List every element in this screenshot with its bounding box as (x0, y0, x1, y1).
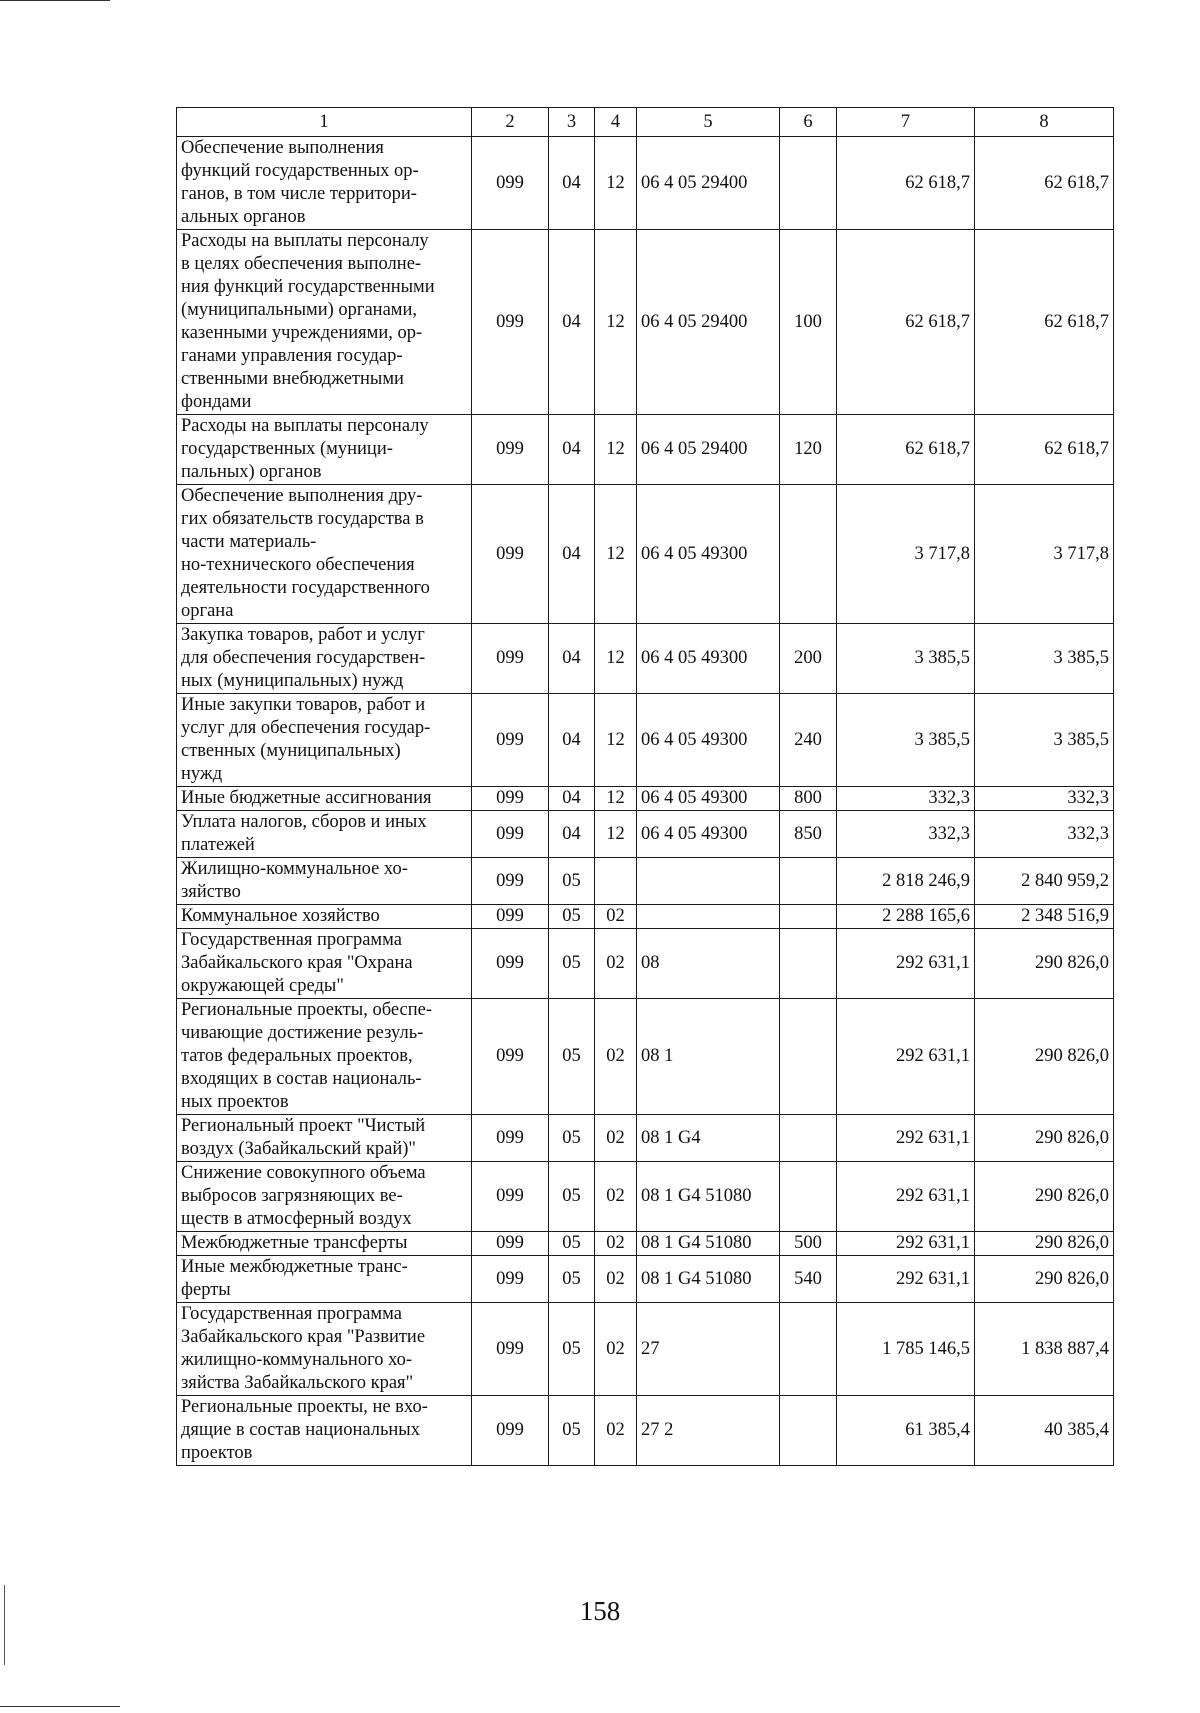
cell-subsection: 12 (595, 787, 637, 811)
cell-target-article: 08 1 (637, 999, 780, 1115)
cell-amount-year-2: 3 717,8 (975, 485, 1114, 624)
cell-expense-type: 800 (780, 787, 837, 811)
table-row (177, 811, 1114, 858)
cell-item-name (177, 694, 472, 787)
item-name-line: Забайкальского края "Охрана (181, 953, 413, 973)
cell-admin-code: 099 (472, 1256, 549, 1303)
item-name-line: в целях обеспечения выполне- (181, 254, 422, 274)
cell-admin-code: 099 (472, 1396, 549, 1466)
cell-admin-code: 099 (472, 415, 549, 485)
cell-amount-year-1: 332,3 (837, 787, 975, 811)
cell-subsection: 12 (595, 694, 637, 787)
cell-expense-type (780, 999, 837, 1115)
cell-amount-year-1: 62 618,7 (837, 230, 975, 415)
cell-section: 05 (549, 999, 595, 1115)
item-name-line: но-технического обеспечения (181, 555, 415, 575)
cell-section: 04 (549, 230, 595, 415)
table-row (177, 485, 1114, 624)
item-name-line: государственных (муници- (181, 439, 393, 459)
cell-admin-code: 099 (472, 929, 549, 999)
item-name-line: ных проектов (181, 1092, 289, 1112)
cell-amount-year-1: 62 618,7 (837, 137, 975, 230)
column-header: 3 (549, 108, 595, 137)
cell-admin-code: 099 (472, 230, 549, 415)
item-name-line: окружающей среды" (181, 976, 344, 996)
cell-amount-year-2: 3 385,5 (975, 694, 1114, 787)
cell-expense-type (780, 905, 837, 929)
cell-amount-year-2: 40 385,4 (975, 1396, 1114, 1466)
table-row (177, 230, 1114, 415)
cell-expense-type (780, 137, 837, 230)
table-row (177, 694, 1114, 787)
cell-subsection: 02 (595, 929, 637, 999)
cell-amount-year-1: 62 618,7 (837, 415, 975, 485)
scan-edge-mark-bottom (0, 1706, 120, 1707)
cell-section: 05 (549, 1396, 595, 1466)
item-name-line: Расходы на выплаты персоналу (181, 231, 429, 251)
cell-amount-year-2: 332,3 (975, 787, 1114, 811)
cell-amount-year-2: 3 385,5 (975, 624, 1114, 694)
table-row (177, 1256, 1114, 1303)
cell-target-article: 06 4 05 29400 (637, 137, 780, 230)
cell-target-article: 06 4 05 49300 (637, 624, 780, 694)
column-header: 6 (780, 108, 837, 137)
item-name-line: органа (181, 601, 234, 621)
cell-amount-year-2: 290 826,0 (975, 1162, 1114, 1232)
column-header: 5 (637, 108, 780, 137)
cell-item-name (177, 137, 472, 230)
cell-admin-code: 099 (472, 811, 549, 858)
cell-amount-year-1: 1 785 146,5 (837, 1303, 975, 1396)
cell-amount-year-2: 290 826,0 (975, 1256, 1114, 1303)
item-name-line: ганами управления государ- (181, 346, 403, 366)
cell-expense-type (780, 1396, 837, 1466)
item-name-line: дящие в состав национальных (181, 1420, 420, 1440)
cell-target-article: 06 4 05 29400 (637, 230, 780, 415)
item-name-line: зяйства Забайкальского края" (181, 1373, 414, 1393)
table-row (177, 624, 1114, 694)
cell-item-name (177, 1256, 472, 1303)
item-name-line: Жилищно-коммунальное хо- (181, 859, 408, 879)
table-row (177, 1162, 1114, 1232)
item-name-line: казенными учреждениями, ор- (181, 323, 423, 343)
column-header: 8 (975, 108, 1114, 137)
cell-target-article: 06 4 05 49300 (637, 787, 780, 811)
cell-subsection: 02 (595, 905, 637, 929)
table-row (177, 1396, 1114, 1466)
cell-amount-year-2: 62 618,7 (975, 415, 1114, 485)
cell-target-article: 27 2 (637, 1396, 780, 1466)
cell-amount-year-1: 292 631,1 (837, 1256, 975, 1303)
cell-target-article: 06 4 05 29400 (637, 415, 780, 485)
cell-item-name (177, 1396, 472, 1466)
cell-item-name (177, 787, 472, 811)
cell-item-name (177, 485, 472, 624)
cell-target-article (637, 858, 780, 905)
cell-target-article: 27 (637, 1303, 780, 1396)
item-name-line: проектов (181, 1443, 253, 1463)
cell-item-name (177, 1303, 472, 1396)
item-name-line: Расходы на выплаты персоналу (181, 416, 429, 436)
table-row (177, 1115, 1114, 1162)
cell-section: 04 (549, 694, 595, 787)
cell-amount-year-1: 292 631,1 (837, 1115, 975, 1162)
item-name-line: фондами (181, 392, 252, 412)
cell-amount-year-2: 290 826,0 (975, 999, 1114, 1115)
cell-amount-year-1: 3 717,8 (837, 485, 975, 624)
column-header: 4 (595, 108, 637, 137)
cell-amount-year-2: 1 838 887,4 (975, 1303, 1114, 1396)
cell-admin-code: 099 (472, 905, 549, 929)
item-name-line: ных (муниципальных) нужд (181, 671, 404, 691)
cell-amount-year-2: 2 348 516,9 (975, 905, 1114, 929)
cell-admin-code: 099 (472, 624, 549, 694)
column-header: 2 (472, 108, 549, 137)
cell-section: 05 (549, 1303, 595, 1396)
cell-item-name (177, 415, 472, 485)
item-name-line: функций государственных ор- (181, 161, 419, 181)
item-name-line: ния функций государственными (181, 277, 435, 297)
cell-expense-type (780, 929, 837, 999)
cell-expense-type (780, 485, 837, 624)
cell-expense-type: 850 (780, 811, 837, 858)
item-name-line: ществ в атмосферный воздух (181, 1209, 412, 1229)
cell-subsection: 02 (595, 999, 637, 1115)
cell-amount-year-1: 61 385,4 (837, 1396, 975, 1466)
cell-amount-year-2: 332,3 (975, 811, 1114, 858)
cell-amount-year-1: 332,3 (837, 811, 975, 858)
item-name-line: платежей (181, 835, 255, 855)
table-row (177, 1303, 1114, 1396)
cell-item-name (177, 1115, 472, 1162)
cell-amount-year-2: 62 618,7 (975, 137, 1114, 230)
cell-expense-type (780, 1162, 837, 1232)
cell-item-name (177, 230, 472, 415)
column-header: 1 (177, 108, 472, 137)
cell-expense-type: 540 (780, 1256, 837, 1303)
cell-item-name (177, 624, 472, 694)
cell-section: 04 (549, 415, 595, 485)
cell-amount-year-2: 2 840 959,2 (975, 858, 1114, 905)
cell-amount-year-1: 3 385,5 (837, 624, 975, 694)
table-row (177, 905, 1114, 929)
cell-admin-code: 099 (472, 137, 549, 230)
cell-amount-year-2: 290 826,0 (975, 929, 1114, 999)
cell-section: 05 (549, 1256, 595, 1303)
item-name-line: ственными внебюджетными (181, 369, 404, 389)
cell-expense-type (780, 858, 837, 905)
cell-subsection: 02 (595, 1115, 637, 1162)
item-name-line: входящих в состав националь- (181, 1069, 422, 1089)
budget-table (176, 107, 1114, 1466)
item-name-line: для обеспечения государствен- (181, 648, 426, 668)
table-row (177, 415, 1114, 485)
cell-subsection (595, 858, 637, 905)
table-row (177, 858, 1114, 905)
cell-item-name (177, 811, 472, 858)
cell-expense-type: 120 (780, 415, 837, 485)
cell-subsection: 12 (595, 624, 637, 694)
page-number: 158 (579, 1596, 621, 1626)
cell-target-article (637, 905, 780, 929)
scan-edge-mark-top (0, 0, 110, 1)
cell-section: 04 (549, 811, 595, 858)
cell-expense-type: 100 (780, 230, 837, 415)
cell-amount-year-1: 292 631,1 (837, 999, 975, 1115)
cell-amount-year-2: 290 826,0 (975, 1232, 1114, 1256)
cell-subsection: 02 (595, 1396, 637, 1466)
cell-subsection: 02 (595, 1232, 637, 1256)
cell-section: 05 (549, 1162, 595, 1232)
item-name-line: Коммунальное хозяйство (181, 906, 380, 926)
cell-target-article: 08 1 G4 51080 (637, 1232, 780, 1256)
cell-target-article: 08 1 G4 51080 (637, 1256, 780, 1303)
cell-item-name (177, 858, 472, 905)
cell-expense-type: 500 (780, 1232, 837, 1256)
cell-amount-year-1: 2 288 165,6 (837, 905, 975, 929)
column-header: 7 (837, 108, 975, 137)
item-name-line: пальных) органов (181, 462, 322, 482)
cell-amount-year-2: 62 618,7 (975, 230, 1114, 415)
cell-expense-type: 240 (780, 694, 837, 787)
item-name-line: жилищно-коммунального хо- (181, 1350, 413, 1370)
item-name-line: альных органов (181, 207, 306, 227)
cell-target-article: 06 4 05 49300 (637, 811, 780, 858)
item-name-line: гих обязательств государства в (181, 509, 424, 529)
cell-subsection: 12 (595, 415, 637, 485)
item-name-line: зяйство (181, 882, 241, 902)
item-name-line: ганов, в том числе территори- (181, 184, 417, 204)
item-name-line: Иные закупки товаров, работ и (181, 695, 426, 715)
cell-section: 04 (549, 624, 595, 694)
cell-expense-type (780, 1303, 837, 1396)
item-name-line: Снижение совокупного объема (181, 1163, 426, 1183)
cell-admin-code: 099 (472, 787, 549, 811)
cell-subsection: 12 (595, 811, 637, 858)
item-name-line: Обеспечение выполнения (181, 138, 384, 158)
cell-subsection: 12 (595, 485, 637, 624)
cell-target-article: 06 4 05 49300 (637, 694, 780, 787)
item-name-line: ферты (181, 1280, 231, 1300)
cell-expense-type: 200 (780, 624, 837, 694)
cell-admin-code: 099 (472, 485, 549, 624)
item-name-line: Региональные проекты, не вхо- (181, 1397, 428, 1417)
item-name-line: Забайкальского края "Развитие (181, 1327, 426, 1347)
cell-section: 05 (549, 905, 595, 929)
cell-section: 04 (549, 137, 595, 230)
item-name-line: Закупка товаров, работ и услуг (181, 625, 425, 645)
cell-admin-code: 099 (472, 999, 549, 1115)
item-name-line: Региональные проекты, обеспе- (181, 1000, 433, 1020)
item-name-line: услуг для обеспечения государ- (181, 718, 431, 738)
table-header-row (177, 108, 1114, 137)
table-row (177, 929, 1114, 999)
cell-section: 05 (549, 1232, 595, 1256)
cell-admin-code: 099 (472, 1232, 549, 1256)
cell-section: 05 (549, 1115, 595, 1162)
item-name-line: выбросов загрязняющих ве- (181, 1186, 403, 1206)
cell-item-name (177, 905, 472, 929)
item-name-line: татов федеральных проектов, (181, 1046, 413, 1066)
cell-amount-year-1: 292 631,1 (837, 1232, 975, 1256)
cell-amount-year-1: 292 631,1 (837, 1162, 975, 1232)
item-name-line: деятельности государственного (181, 578, 430, 598)
cell-subsection: 02 (595, 1303, 637, 1396)
cell-admin-code: 099 (472, 694, 549, 787)
cell-item-name (177, 929, 472, 999)
cell-item-name (177, 1162, 472, 1232)
cell-subsection: 12 (595, 230, 637, 415)
cell-amount-year-1: 292 631,1 (837, 929, 975, 999)
cell-subsection: 02 (595, 1162, 637, 1232)
item-name-line: нужд (181, 764, 223, 784)
item-name-line: чивающие достижение резуль- (181, 1023, 424, 1043)
cell-section: 04 (549, 485, 595, 624)
cell-target-article: 06 4 05 49300 (637, 485, 780, 624)
item-name-line: ственных (муниципальных) (181, 741, 401, 761)
item-name-line: (муниципальными) органами, (181, 300, 418, 320)
cell-subsection: 12 (595, 137, 637, 230)
cell-admin-code: 099 (472, 1162, 549, 1232)
cell-section: 05 (549, 929, 595, 999)
cell-amount-year-2: 290 826,0 (975, 1115, 1114, 1162)
cell-amount-year-1: 2 818 246,9 (837, 858, 975, 905)
table-row (177, 137, 1114, 230)
item-name-line: Обеспечение выполнения дру- (181, 486, 423, 506)
cell-admin-code: 099 (472, 858, 549, 905)
cell-section: 04 (549, 787, 595, 811)
table-row (177, 1232, 1114, 1256)
item-name-line: воздух (Забайкальский край)" (181, 1139, 416, 1159)
item-name-line: Иные бюджетные ассигнования (181, 788, 432, 808)
item-name-line: Региональный проект "Чистый (181, 1116, 426, 1136)
cell-amount-year-1: 3 385,5 (837, 694, 975, 787)
cell-item-name (177, 999, 472, 1115)
cell-target-article: 08 (637, 929, 780, 999)
item-name-line: Межбюджетные трансферты (181, 1233, 408, 1253)
table-row (177, 787, 1114, 811)
cell-subsection: 02 (595, 1256, 637, 1303)
cell-item-name (177, 1232, 472, 1256)
item-name-line: части материаль- (181, 532, 317, 552)
cell-admin-code: 099 (472, 1115, 549, 1162)
item-name-line: Государственная программа (181, 930, 402, 950)
cell-target-article: 08 1 G4 51080 (637, 1162, 780, 1232)
cell-target-article: 08 1 G4 (637, 1115, 780, 1162)
cell-section: 05 (549, 858, 595, 905)
table-row (177, 999, 1114, 1115)
cell-expense-type (780, 1115, 837, 1162)
item-name-line: Уплата налогов, сборов и иных (181, 812, 427, 832)
cell-admin-code: 099 (472, 1303, 549, 1396)
item-name-line: Государственная программа (181, 1304, 402, 1324)
item-name-line: Иные межбюджетные транс- (181, 1257, 408, 1277)
